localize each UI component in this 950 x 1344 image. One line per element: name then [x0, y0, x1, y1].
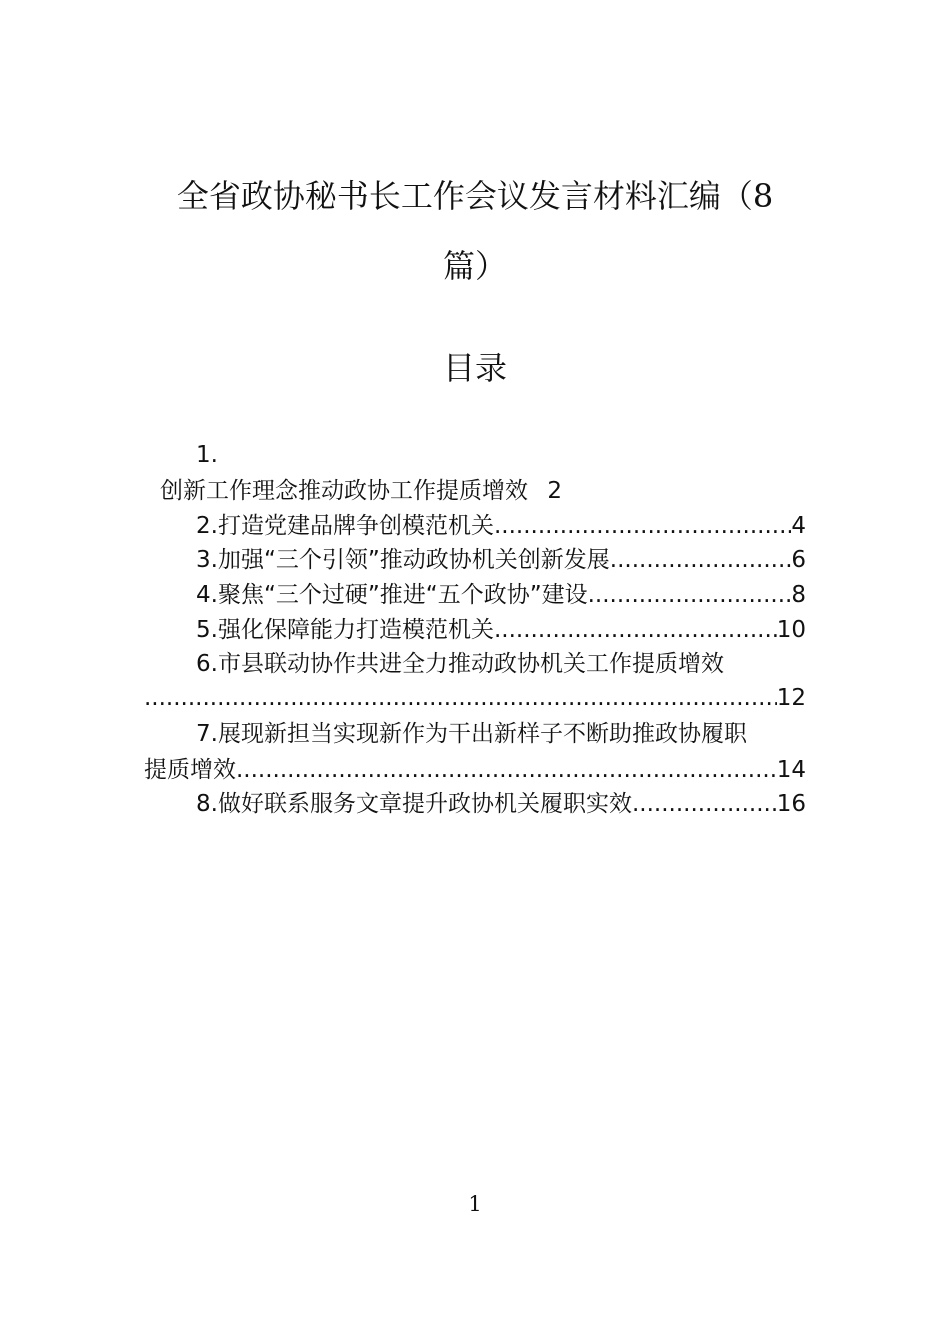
toc-item-6-text: 市县联动协作共进全力推动政协机关工作提质增效 [217, 651, 724, 677]
toc-item-2[interactable] [196, 512, 806, 540]
toc-item-8-number: 8. [196, 791, 218, 817]
toc-item-3-leader [610, 546, 792, 574]
page-number: 1 [468, 1192, 482, 1216]
toc-item-6[interactable] [196, 650, 724, 678]
toc-item-3-page: 6 [791, 547, 806, 573]
toc-item-1-number: 1. [196, 442, 218, 468]
toc-item-3[interactable] [196, 546, 806, 574]
toc-item-7-text-line-1: 展现新担当实现新作为干出新样子不断助推政协履职 [217, 721, 747, 747]
toc-item-5-number: 5. [196, 617, 218, 643]
toc-item-8-page: 16 [776, 791, 806, 817]
toc-item-7[interactable] [196, 720, 747, 748]
toc-item-7-continuation[interactable] [144, 756, 806, 784]
toc-item-5-leader [494, 616, 777, 644]
toc-item-5[interactable] [196, 616, 806, 644]
toc-item-6-leader [144, 684, 777, 712]
title-text: 全省政协秘书长工作会议发言材料汇编（ [176, 177, 753, 215]
toc-item-4-text: 聚焦“三个过硬”推进“五个政协”建设 [217, 582, 588, 608]
toc-item-5-text: 强化保障能力打造模范机关 [217, 617, 494, 643]
toc-item-8-leader [632, 790, 777, 818]
toc-item-2-page: 4 [791, 513, 806, 539]
toc-item-1[interactable] [160, 477, 562, 505]
toc-item-4-number: 4. [196, 582, 218, 608]
toc-heading: 目录 [442, 349, 507, 387]
toc-item-3-number: 3. [196, 547, 218, 573]
toc-item-6-page: 12 [776, 685, 806, 711]
toc-item-5-page: 10 [776, 617, 806, 643]
toc-item-6-number: 6. [196, 651, 218, 677]
toc-item-7-text-line-2: 提质增效 [144, 757, 236, 783]
toc-item-2-text: 打造党建品牌争创模范机关 [217, 513, 494, 539]
document-title-line-1 [140, 178, 810, 214]
toc-item-1-text: 创新工作理念推动政协工作提质增效 [160, 478, 528, 504]
toc-item-3-text: 加强“三个引领”推动政协机关创新发展 [217, 547, 610, 573]
toc-item-7-number: 7. [196, 721, 218, 747]
toc-item-2-number: 2. [196, 513, 218, 539]
document-title-line-2: 篇） [442, 247, 507, 285]
toc-item-8[interactable] [196, 790, 806, 818]
toc-item-8-text: 做好联系服务文章提升政协机关履职实效 [217, 791, 632, 817]
toc-item-7-leader [236, 756, 777, 784]
toc-item-4[interactable] [196, 581, 806, 609]
toc-item-2-leader [494, 512, 791, 540]
toc-item-4-leader [588, 581, 792, 609]
toc-item-4-page: 8 [791, 582, 806, 608]
toc-item-6-continuation[interactable] [144, 684, 806, 712]
title-count: 8 [752, 177, 774, 215]
toc-item-7-page: 14 [776, 757, 806, 783]
toc-item-1-page: 2 [547, 478, 562, 504]
